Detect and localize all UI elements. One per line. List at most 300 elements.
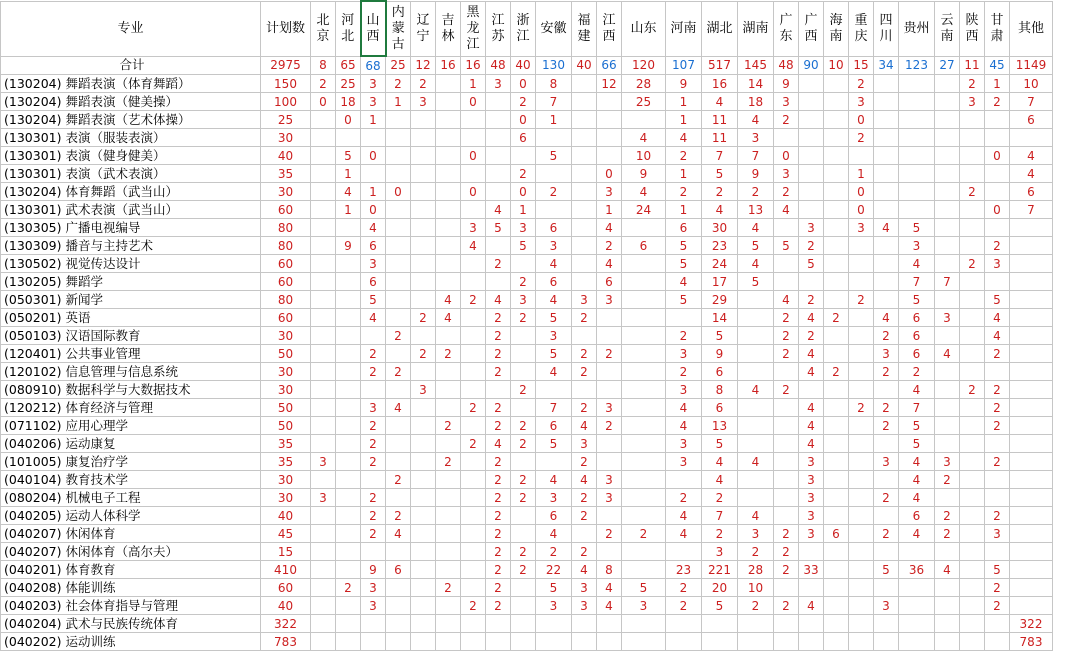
quota-cell[interactable]: 3	[411, 381, 436, 399]
major-name-cell[interactable]: (120401) 公共事业管理	[1, 345, 261, 363]
quota-cell[interactable]: 2	[572, 453, 597, 471]
quota-cell[interactable]	[849, 579, 874, 597]
quota-cell[interactable]	[824, 237, 849, 255]
quota-cell[interactable]: 6	[666, 219, 702, 237]
quota-cell[interactable]	[960, 435, 985, 453]
plan-count-cell[interactable]: 322	[261, 615, 311, 633]
quota-cell[interactable]	[411, 255, 436, 273]
quota-cell[interactable]	[702, 615, 738, 633]
quota-cell[interactable]	[411, 399, 436, 417]
quota-cell[interactable]	[572, 633, 597, 651]
quota-cell[interactable]	[622, 399, 666, 417]
quota-cell[interactable]: 5	[738, 273, 774, 291]
quota-cell[interactable]	[311, 597, 336, 615]
quota-cell[interactable]: 2	[386, 471, 411, 489]
quota-cell[interactable]: 2	[738, 183, 774, 201]
quota-cell[interactable]	[799, 381, 824, 399]
quota-cell[interactable]	[436, 381, 461, 399]
quota-cell[interactable]	[386, 633, 411, 651]
quota-cell[interactable]	[386, 219, 411, 237]
quota-cell[interactable]	[597, 309, 622, 327]
quota-cell[interactable]: 4	[597, 597, 622, 615]
quota-cell[interactable]	[597, 615, 622, 633]
quota-cell[interactable]	[386, 291, 411, 309]
quota-cell[interactable]: 2	[511, 561, 536, 579]
quota-cell[interactable]: 4	[899, 255, 935, 273]
quota-cell[interactable]	[799, 75, 824, 93]
quota-cell[interactable]	[336, 273, 361, 291]
quota-cell[interactable]: 2	[511, 435, 536, 453]
quota-cell[interactable]	[411, 597, 436, 615]
plan-count-cell[interactable]: 40	[261, 597, 311, 615]
quota-cell[interactable]: 8	[702, 381, 738, 399]
quota-cell[interactable]: 4	[799, 399, 824, 417]
quota-cell[interactable]: 4	[799, 345, 824, 363]
quota-cell[interactable]: 2	[511, 543, 536, 561]
quota-cell[interactable]	[511, 147, 536, 165]
quota-cell[interactable]: 4	[738, 507, 774, 525]
quota-cell[interactable]: 11	[702, 111, 738, 129]
quota-cell[interactable]	[336, 597, 361, 615]
quota-cell[interactable]: 3	[738, 525, 774, 543]
quota-cell[interactable]	[461, 309, 486, 327]
quota-cell[interactable]	[774, 507, 799, 525]
quota-cell[interactable]	[935, 633, 960, 651]
quota-cell[interactable]	[461, 363, 486, 381]
quota-cell[interactable]	[935, 93, 960, 111]
quota-cell[interactable]	[960, 543, 985, 561]
major-name-cell[interactable]: (040206) 运动康复	[1, 435, 261, 453]
quota-cell[interactable]	[622, 633, 666, 651]
total-cell[interactable]: 107	[666, 56, 702, 75]
quota-cell[interactable]: 20	[702, 579, 738, 597]
quota-cell[interactable]: 5	[536, 435, 572, 453]
quota-cell[interactable]	[824, 345, 849, 363]
quota-cell[interactable]	[622, 291, 666, 309]
quota-cell[interactable]	[436, 399, 461, 417]
header-province[interactable]: 江苏	[486, 1, 511, 56]
header-plan[interactable]: 计划数	[261, 1, 311, 56]
major-name-cell[interactable]: (130309) 播音与主持艺术	[1, 237, 261, 255]
header-province[interactable]: 重庆	[849, 1, 874, 56]
quota-cell[interactable]: 4	[666, 417, 702, 435]
quota-cell[interactable]	[935, 399, 960, 417]
quota-cell[interactable]: 1	[666, 111, 702, 129]
quota-cell[interactable]: 0	[461, 93, 486, 111]
quota-cell[interactable]	[386, 147, 411, 165]
quota-cell[interactable]	[311, 525, 336, 543]
quota-cell[interactable]	[824, 597, 849, 615]
plan-count-cell[interactable]: 60	[261, 201, 311, 219]
quota-cell[interactable]: 1	[536, 111, 572, 129]
quota-cell[interactable]	[386, 345, 411, 363]
plan-count-cell[interactable]: 15	[261, 543, 311, 561]
total-cell[interactable]: 145	[738, 56, 774, 75]
quota-cell[interactable]	[461, 327, 486, 345]
quota-cell[interactable]: 2	[511, 93, 536, 111]
quota-cell[interactable]	[511, 327, 536, 345]
quota-cell[interactable]: 23	[702, 237, 738, 255]
quota-cell[interactable]: 4	[486, 435, 511, 453]
plan-count-cell[interactable]: 50	[261, 345, 311, 363]
quota-cell[interactable]: 2	[336, 579, 361, 597]
quota-cell[interactable]	[386, 255, 411, 273]
quota-cell[interactable]: 3	[572, 435, 597, 453]
quota-cell[interactable]: 3	[799, 219, 824, 237]
quota-cell[interactable]: 0	[311, 93, 336, 111]
quota-cell[interactable]	[386, 579, 411, 597]
quota-cell[interactable]: 1	[361, 111, 386, 129]
quota-cell[interactable]: 4	[386, 399, 411, 417]
major-name-cell[interactable]: (050301) 新闻学	[1, 291, 261, 309]
quota-cell[interactable]	[311, 543, 336, 561]
quota-cell[interactable]: 2	[985, 579, 1010, 597]
quota-cell[interactable]: 4	[1010, 165, 1053, 183]
quota-cell[interactable]	[386, 273, 411, 291]
quota-cell[interactable]	[899, 111, 935, 129]
quota-cell[interactable]: 3	[597, 291, 622, 309]
total-cell[interactable]: 16	[436, 56, 461, 75]
quota-cell[interactable]	[874, 291, 899, 309]
quota-cell[interactable]	[799, 273, 824, 291]
quota-cell[interactable]: 2	[774, 345, 799, 363]
quota-cell[interactable]: 12	[597, 75, 622, 93]
quota-cell[interactable]: 3	[361, 93, 386, 111]
quota-cell[interactable]	[336, 489, 361, 507]
quota-cell[interactable]	[436, 201, 461, 219]
quota-cell[interactable]	[536, 615, 572, 633]
quota-cell[interactable]: 10	[738, 579, 774, 597]
quota-cell[interactable]	[874, 579, 899, 597]
header-province[interactable]: 湖南	[738, 1, 774, 56]
quota-cell[interactable]	[960, 399, 985, 417]
quota-cell[interactable]	[572, 183, 597, 201]
quota-cell[interactable]	[436, 129, 461, 147]
quota-cell[interactable]	[666, 633, 702, 651]
total-cell[interactable]: 25	[386, 56, 411, 75]
quota-cell[interactable]	[311, 579, 336, 597]
plan-count-cell[interactable]: 80	[261, 237, 311, 255]
quota-cell[interactable]	[960, 165, 985, 183]
quota-cell[interactable]: 7	[536, 93, 572, 111]
quota-cell[interactable]	[874, 615, 899, 633]
quota-cell[interactable]: 4	[738, 255, 774, 273]
quota-cell[interactable]	[311, 417, 336, 435]
quota-cell[interactable]	[1010, 237, 1053, 255]
quota-cell[interactable]: 0	[985, 201, 1010, 219]
quota-cell[interactable]: 6	[511, 129, 536, 147]
plan-count-cell[interactable]: 80	[261, 291, 311, 309]
quota-cell[interactable]	[511, 597, 536, 615]
quota-cell[interactable]	[461, 489, 486, 507]
quota-cell[interactable]	[597, 453, 622, 471]
quota-cell[interactable]: 2	[486, 255, 511, 273]
quota-cell[interactable]	[572, 111, 597, 129]
quota-cell[interactable]	[572, 255, 597, 273]
quota-cell[interactable]: 2	[461, 291, 486, 309]
quota-cell[interactable]	[311, 381, 336, 399]
quota-cell[interactable]	[1010, 525, 1053, 543]
quota-cell[interactable]: 0	[361, 201, 386, 219]
quota-cell[interactable]	[436, 75, 461, 93]
quota-cell[interactable]	[849, 489, 874, 507]
quota-cell[interactable]	[461, 525, 486, 543]
quota-cell[interactable]: 3	[411, 93, 436, 111]
quota-cell[interactable]: 25	[336, 75, 361, 93]
quota-cell[interactable]: 4	[899, 489, 935, 507]
quota-cell[interactable]: 2	[849, 129, 874, 147]
quota-cell[interactable]: 6	[1010, 111, 1053, 129]
quota-cell[interactable]: 4	[799, 309, 824, 327]
plan-count-cell[interactable]: 30	[261, 363, 311, 381]
quota-cell[interactable]	[486, 237, 511, 255]
quota-cell[interactable]	[411, 453, 436, 471]
quota-cell[interactable]: 9	[702, 345, 738, 363]
quota-cell[interactable]	[361, 543, 386, 561]
plan-count-cell[interactable]: 783	[261, 633, 311, 651]
quota-cell[interactable]: 3	[622, 597, 666, 615]
total-cell[interactable]: 65	[336, 56, 361, 75]
quota-cell[interactable]	[536, 633, 572, 651]
quota-cell[interactable]	[738, 309, 774, 327]
total-plan[interactable]: 2975	[261, 56, 311, 75]
quota-cell[interactable]	[799, 93, 824, 111]
quota-cell[interactable]	[874, 381, 899, 399]
quota-cell[interactable]	[386, 543, 411, 561]
quota-cell[interactable]	[436, 471, 461, 489]
quota-cell[interactable]: 5	[511, 237, 536, 255]
quota-cell[interactable]	[622, 489, 666, 507]
quota-cell[interactable]: 1	[461, 75, 486, 93]
quota-cell[interactable]: 6	[536, 273, 572, 291]
total-cell[interactable]: 66	[597, 56, 622, 75]
quota-cell[interactable]: 2	[486, 417, 511, 435]
quota-cell[interactable]: 2	[774, 327, 799, 345]
quota-cell[interactable]: 2	[411, 75, 436, 93]
quota-cell[interactable]	[461, 561, 486, 579]
quota-cell[interactable]	[336, 255, 361, 273]
quota-cell[interactable]: 2	[935, 525, 960, 543]
quota-cell[interactable]	[849, 525, 874, 543]
quota-cell[interactable]	[799, 129, 824, 147]
quota-cell[interactable]: 4	[666, 273, 702, 291]
quota-cell[interactable]: 10	[622, 147, 666, 165]
quota-cell[interactable]: 2	[702, 183, 738, 201]
quota-cell[interactable]	[874, 75, 899, 93]
quota-cell[interactable]	[436, 615, 461, 633]
quota-cell[interactable]: 1	[666, 165, 702, 183]
quota-cell[interactable]: 2	[511, 489, 536, 507]
plan-count-cell[interactable]: 60	[261, 255, 311, 273]
quota-cell[interactable]	[572, 237, 597, 255]
quota-cell[interactable]	[311, 129, 336, 147]
quota-cell[interactable]	[386, 453, 411, 471]
quota-cell[interactable]: 4	[738, 111, 774, 129]
quota-cell[interactable]	[1010, 543, 1053, 561]
total-cell[interactable]: 90	[799, 56, 824, 75]
quota-cell[interactable]	[874, 273, 899, 291]
quota-cell[interactable]	[461, 111, 486, 129]
quota-cell[interactable]: 4	[536, 471, 572, 489]
quota-cell[interactable]	[799, 543, 824, 561]
quota-cell[interactable]: 2	[985, 381, 1010, 399]
quota-cell[interactable]: 3	[486, 75, 511, 93]
quota-cell[interactable]: 4	[666, 129, 702, 147]
quota-cell[interactable]	[411, 417, 436, 435]
quota-cell[interactable]	[411, 237, 436, 255]
quota-cell[interactable]	[622, 327, 666, 345]
quota-cell[interactable]: 2	[436, 417, 461, 435]
quota-cell[interactable]	[935, 363, 960, 381]
plan-count-cell[interactable]: 30	[261, 381, 311, 399]
quota-cell[interactable]	[874, 183, 899, 201]
quota-cell[interactable]: 2	[985, 453, 1010, 471]
quota-cell[interactable]	[899, 183, 935, 201]
major-name-cell[interactable]: (040204) 武术与民族传统体育	[1, 615, 261, 633]
quota-cell[interactable]: 0	[386, 183, 411, 201]
quota-cell[interactable]	[985, 543, 1010, 561]
quota-cell[interactable]: 4	[702, 201, 738, 219]
quota-cell[interactable]	[799, 201, 824, 219]
quota-cell[interactable]	[622, 111, 666, 129]
quota-cell[interactable]	[336, 381, 361, 399]
plan-count-cell[interactable]: 30	[261, 489, 311, 507]
total-cell[interactable]: 1149	[1010, 56, 1053, 75]
quota-cell[interactable]: 2	[361, 435, 386, 453]
quota-cell[interactable]	[436, 237, 461, 255]
quota-cell[interactable]: 13	[702, 417, 738, 435]
quota-cell[interactable]: 3	[799, 489, 824, 507]
quota-cell[interactable]: 2	[774, 111, 799, 129]
quota-cell[interactable]: 2	[960, 381, 985, 399]
quota-cell[interactable]	[336, 219, 361, 237]
quota-cell[interactable]	[597, 147, 622, 165]
quota-cell[interactable]: 2	[461, 399, 486, 417]
quota-cell[interactable]: 4	[899, 381, 935, 399]
quota-cell[interactable]	[311, 345, 336, 363]
quota-cell[interactable]	[985, 111, 1010, 129]
quota-cell[interactable]: 3	[536, 237, 572, 255]
quota-cell[interactable]	[824, 93, 849, 111]
quota-cell[interactable]: 5	[702, 435, 738, 453]
quota-cell[interactable]: 3	[597, 471, 622, 489]
quota-cell[interactable]: 2	[436, 345, 461, 363]
quota-cell[interactable]: 5	[536, 309, 572, 327]
quota-cell[interactable]	[738, 291, 774, 309]
quota-cell[interactable]	[311, 399, 336, 417]
quota-cell[interactable]	[899, 579, 935, 597]
quota-cell[interactable]: 28	[738, 561, 774, 579]
quota-cell[interactable]: 3	[666, 381, 702, 399]
quota-cell[interactable]	[311, 561, 336, 579]
quota-cell[interactable]: 4	[336, 183, 361, 201]
quota-cell[interactable]: 5	[738, 237, 774, 255]
major-name-cell[interactable]: (130305) 广播电视编导	[1, 219, 261, 237]
major-name-cell[interactable]: (130204) 舞蹈表演（健美操）	[1, 93, 261, 111]
quota-cell[interactable]: 6	[361, 237, 386, 255]
quota-cell[interactable]	[849, 237, 874, 255]
quota-cell[interactable]	[311, 363, 336, 381]
major-name-cell[interactable]: (040201) 体育教育	[1, 561, 261, 579]
quota-cell[interactable]: 29	[702, 291, 738, 309]
quota-cell[interactable]: 2	[985, 597, 1010, 615]
quota-cell[interactable]	[311, 633, 336, 651]
quota-cell[interactable]	[824, 543, 849, 561]
quota-cell[interactable]: 22	[536, 561, 572, 579]
quota-cell[interactable]: 9	[738, 165, 774, 183]
quota-cell[interactable]: 4	[666, 525, 702, 543]
quota-cell[interactable]	[436, 327, 461, 345]
quota-cell[interactable]	[436, 507, 461, 525]
plan-count-cell[interactable]: 30	[261, 129, 311, 147]
quota-cell[interactable]: 2	[935, 507, 960, 525]
total-cell[interactable]: 8	[311, 56, 336, 75]
quota-cell[interactable]	[411, 183, 436, 201]
quota-cell[interactable]	[511, 615, 536, 633]
quota-cell[interactable]: 4	[572, 471, 597, 489]
header-province[interactable]: 浙江	[511, 1, 536, 56]
quota-cell[interactable]: 3	[461, 219, 486, 237]
quota-cell[interactable]: 3	[874, 453, 899, 471]
quota-cell[interactable]	[849, 471, 874, 489]
quota-cell[interactable]: 2	[738, 597, 774, 615]
quota-cell[interactable]: 2	[511, 381, 536, 399]
quota-cell[interactable]	[935, 219, 960, 237]
quota-cell[interactable]: 4	[899, 471, 935, 489]
quota-cell[interactable]	[1010, 399, 1053, 417]
quota-cell[interactable]	[960, 129, 985, 147]
quota-cell[interactable]	[622, 417, 666, 435]
quota-cell[interactable]	[935, 75, 960, 93]
quota-cell[interactable]: 6	[899, 345, 935, 363]
quota-cell[interactable]: 2	[511, 273, 536, 291]
quota-cell[interactable]: 5	[702, 165, 738, 183]
quota-cell[interactable]	[311, 111, 336, 129]
header-major[interactable]: 专业	[1, 1, 261, 56]
quota-cell[interactable]	[461, 417, 486, 435]
quota-cell[interactable]: 4	[486, 201, 511, 219]
quota-cell[interactable]: 3	[702, 543, 738, 561]
quota-cell[interactable]: 24	[702, 255, 738, 273]
quota-cell[interactable]: 2	[486, 327, 511, 345]
quota-cell[interactable]: 1	[597, 201, 622, 219]
quota-cell[interactable]: 2	[511, 417, 536, 435]
quota-cell[interactable]: 2	[849, 75, 874, 93]
header-province[interactable]: 北京	[311, 1, 336, 56]
quota-cell[interactable]	[874, 633, 899, 651]
quota-cell[interactable]	[935, 435, 960, 453]
quota-cell[interactable]	[572, 381, 597, 399]
quota-cell[interactable]: 2	[774, 309, 799, 327]
quota-cell[interactable]	[960, 273, 985, 291]
quota-cell[interactable]: 5	[666, 255, 702, 273]
quota-cell[interactable]: 4	[874, 219, 899, 237]
quota-cell[interactable]	[311, 201, 336, 219]
quota-cell[interactable]	[824, 219, 849, 237]
quota-cell[interactable]: 2	[899, 363, 935, 381]
quota-cell[interactable]	[935, 615, 960, 633]
quota-cell[interactable]: 3	[361, 597, 386, 615]
quota-cell[interactable]	[899, 75, 935, 93]
quota-cell[interactable]	[1010, 453, 1053, 471]
quota-cell[interactable]: 2	[774, 525, 799, 543]
quota-cell[interactable]: 2	[774, 183, 799, 201]
quota-cell[interactable]	[536, 381, 572, 399]
quota-cell[interactable]	[935, 381, 960, 399]
quota-cell[interactable]: 6	[536, 417, 572, 435]
quota-cell[interactable]	[960, 489, 985, 507]
quota-cell[interactable]: 2	[874, 327, 899, 345]
